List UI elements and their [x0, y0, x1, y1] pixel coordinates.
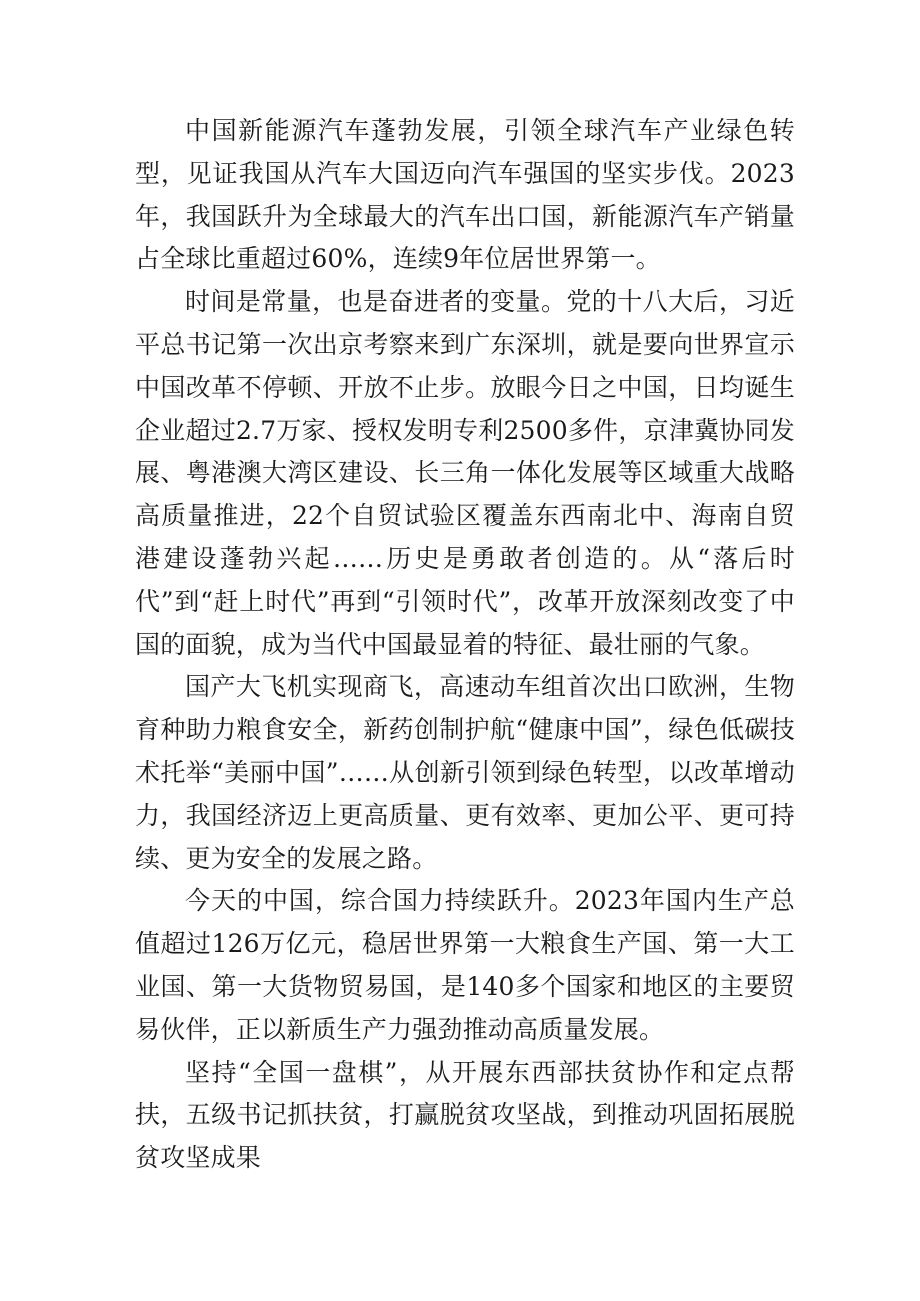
article-body	[135, 110, 795, 1180]
paragraph-national-strength: 今天的中国，综合国力持续跃升。2023年国内生产总值超过126万亿元，稳居世界第一大粮食生产国、第一大工业国、第一大货物贸易国，是140多个国家和地区的主要贸易伙伴，正以新质生产力强劲推动高质量发展。	[135, 886, 795, 1044]
paragraph-ev-industry: 中国新能源汽车蓬勃发展，引领全球汽车产业绿色转型，见证我国从汽车大国迈向汽车强国的坚实步伐。2023年，我国跃升为全球最大的汽车出口国，新能源汽车产销量占全球比重超过60%，连续9年位居世界第一。	[135, 116, 795, 274]
paragraph-reform-opening: 时间是常量，也是奋进者的变量。党的十八大后，习近平总书记第一次出京考察来到广东深圳，就是要向世界宣示中国改革不停顿、开放不止步。放眼今日之中国，日均诞生企业超过2.7万家、授权发明专利2500多件，京津冀协同发展、粤港澳大湾区建设、长三角一体化发展等区域重大战略高质量推进，22个自贸试验区覆盖东西南北中、海南自贸港建设蓬勃兴起……历史是勇敢者创造的。从“落后时代”到“赶上时代”再到“引领时代”，改革开放深刻改变了中国的面貌，成为当代中国最显着的特征、最壮丽的气象。	[135, 287, 795, 659]
paragraph-poverty-alleviation: 坚持“全国一盘棋”，从开展东西部扶贫协作和定点帮扶，五级书记抓扶贫，打赢脱贫攻坚战，到推动巩固拓展脱贫攻坚成果	[135, 1057, 795, 1173]
paragraph-innovation: 国产大飞机实现商飞，高速动车组首次出口欧洲，生物育种助力粮食安全，新药创制护航“健康中国”，绿色低碳技术托举“美丽中国”……从创新引领到绿色转型，以改革增动力，我国经济迈上更高质量、更有效率、更加公平、更可持续、更为安全的发展之路。	[135, 672, 795, 873]
